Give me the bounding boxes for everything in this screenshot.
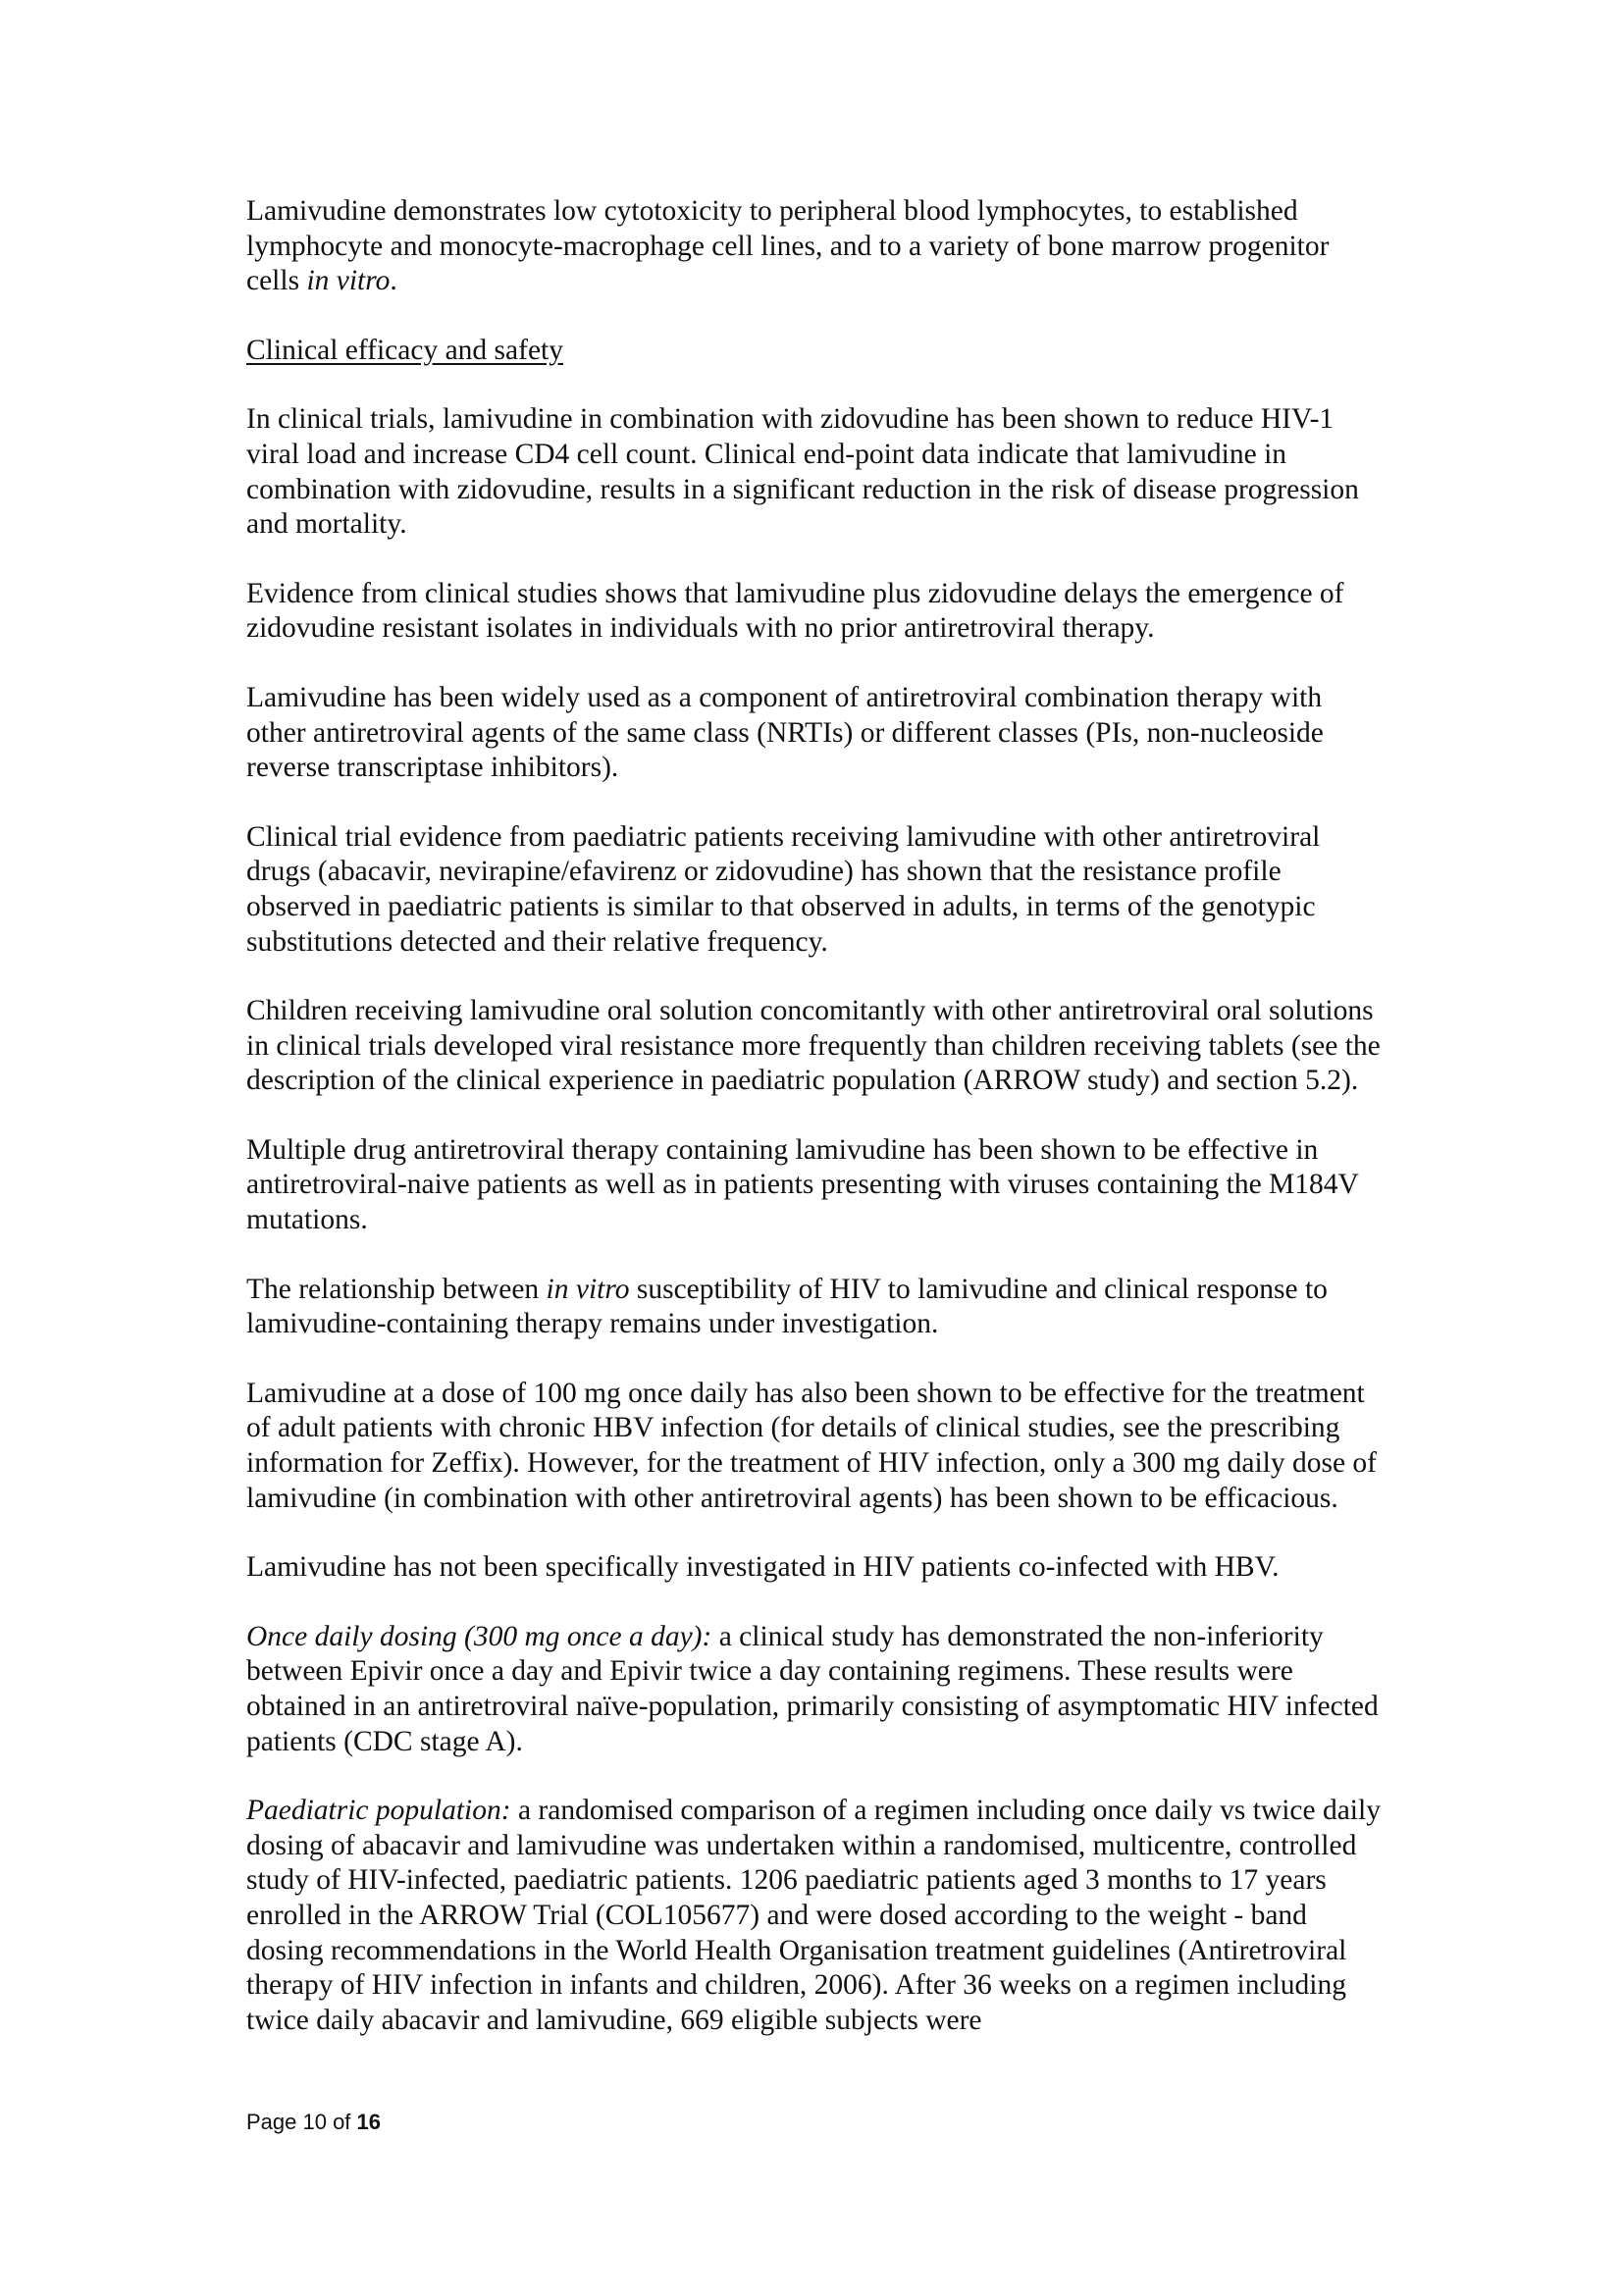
paragraph-in-vitro-susceptibility: [246, 1273, 1387, 1342]
paragraph-text: susceptibility of HIV to lamivudine and clinical response to lamivudine-containing therapy remains under investigation.: [246, 1273, 1328, 1340]
paragraph-text: The relationship between: [246, 1273, 547, 1305]
paragraph-text: Lamivudine demonstrates low cytotoxicity to peripheral blood lymphocytes, to established lymphocyte and monocyte-macrophage cell lines, and to a variety of bone marrow progenitor cells: [246, 195, 1330, 297]
paragraph-paediatric-resistance: Clinical trial evidence from paediatric patients receiving lamivudine with other antiretroviral drugs (abacavir, nevirapine/efavirenz or zidovudine) has shown that the resistance profile observed in paediatric patients is similar to that observed in adults, in terms of the genotypic substitutions detected and their relative frequency.: [246, 820, 1321, 958]
section-heading-clinical-efficacy: Clinical efficacy and safety: [246, 334, 563, 366]
paragraph-hbv-dose: Lamivudine at a dose of 100 mg once daily has also been shown to be effective for the treatment of adult patients with chronic HBV infection (for details of clinical studies, see the prescribing information for Zeffix). However, for the treatment of HIV infection, only a 300 mg daily dose of lamivudine (in combination with other antiretroviral agents) has been shown to be efficacious.: [246, 1377, 1377, 1514]
paragraph-hbv-coinfection: Lamivudine has not been specifically investigated in HIV patients co-infected with HBV.: [246, 1551, 1280, 1584]
italic-term-in-vitro: in vitro: [546, 1273, 630, 1305]
page-total: 16: [356, 2110, 382, 2134]
italic-lead-in: Once daily dosing (300 mg once a day):: [246, 1620, 712, 1652]
paragraph-text: a clinical study has demonstrated the non-inferiority between Epivir once a day and Epivir twice a day containing regimens. These results were obtained in an antiretroviral naïve-population, primarily consisting of asymptomatic HIV infected patients (CDC stage A).: [246, 1620, 1379, 1757]
paragraph-clinical-trials: In clinical trials, lamivudine in combination with zidovudine has been shown to reduce HIV-1 viral load and increase CD4 cell count. Clinical end-point data indicate that lamivudine in combination with zidovudine, results in a significant reduction in the risk of disease progression and mortality.: [246, 403, 1359, 541]
paragraph-text: .: [390, 265, 397, 297]
paragraph-text: a randomised comparison of a regimen including once daily vs twice daily dosing of abacavir and lamivudine was undertaken within a randomised, multicentre, controlled study of HIV-infected, paediatric patients. 1206 paediatric patients aged 3 months to 17 years enrolled in the ARROW Trial (COL105677) and were dosed according to the weight - band dosing recommendations in the World Health Organisation treatment guidelines (Antiretroviral therapy of HIV infection in infants and children, 2006). After 36 weeks on a regimen including twice daily abacavir and lamivudine, 669 eligible subjects were: [246, 1795, 1381, 2036]
paragraph-once-daily-dosing: [246, 1620, 1387, 1759]
italic-lead-in: Paediatric population:: [246, 1795, 511, 1827]
page-number-footer: [246, 2110, 381, 2135]
italic-term-in-vitro: in vitro: [306, 265, 391, 297]
page-number-prefix: Page 10 of: [246, 2110, 357, 2134]
paragraph-resistance-emergence: Evidence from clinical studies shows that lamivudine plus zidovudine delays the emergence of zidovudine resistant isolates in individuals with no prior antiretroviral therapy.: [246, 577, 1344, 645]
paragraph-combination-therapy: Lamivudine has been widely used as a component of antiretroviral combination therapy with other antiretroviral agents of the same class (NRTIs) or different classes (PIs, non-nucleoside reverse transcriptase inhibitors).: [246, 681, 1324, 784]
paragraph-oral-solution: Children receiving lamivudine oral solution concomitantly with other antiretroviral oral solutions in clinical trials developed viral resistance more frequently than children receiving tablets (see the description of the clinical experience in paediatric population (ARROW study) and section 5.2).: [246, 995, 1381, 1097]
document-body: [246, 194, 1387, 2072]
paragraph-multiple-drug-therapy: Multiple drug antiretroviral therapy containing lamivudine has been shown to be effective in antiretroviral-naive patients as well as in patients presenting with viruses containing the M184V mutations.: [246, 1133, 1359, 1236]
paragraph-paediatric-population: [246, 1794, 1387, 2038]
paragraph-cytotoxicity: [246, 194, 1387, 299]
